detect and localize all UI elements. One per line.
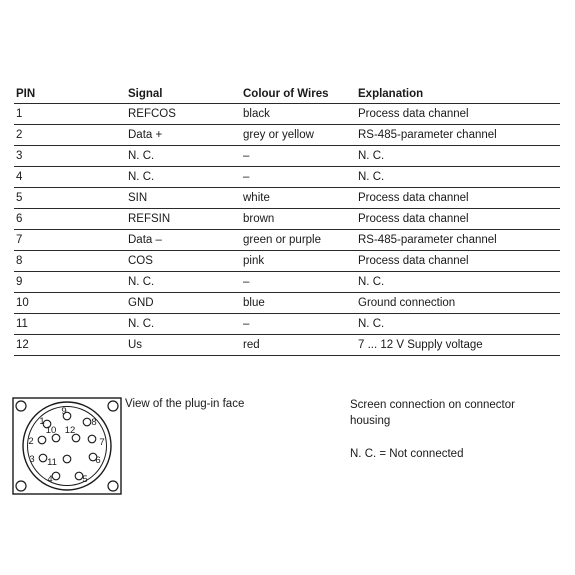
mounting-hole-bottom-right	[108, 481, 118, 491]
cell-colour: white	[239, 188, 354, 209]
cell-explanation: Process data channel	[354, 251, 560, 272]
cell-explanation: N. C.	[354, 272, 560, 293]
cell-explanation: Process data channel	[354, 104, 560, 125]
connector-pin-label-9: 9	[61, 406, 67, 417]
cell-pin: 4	[14, 167, 124, 188]
table-row	[14, 293, 560, 314]
cell-explanation: N. C.	[354, 314, 560, 335]
table-row	[14, 125, 560, 146]
cell-signal: Data +	[124, 125, 239, 146]
pin-layer	[28, 406, 104, 485]
plug-face-caption: View of the plug-in face	[125, 398, 245, 410]
cell-pin: 10	[14, 293, 124, 314]
table-row	[14, 209, 560, 230]
table-row	[14, 251, 560, 272]
plug-face-diagram	[12, 397, 124, 497]
connector-pin-3	[39, 454, 47, 462]
connector-pin-label-12: 12	[64, 425, 76, 436]
cell-colour: red	[239, 335, 354, 356]
cell-signal: SIN	[124, 188, 239, 209]
table-row	[14, 314, 560, 335]
header-pin: PIN	[14, 84, 124, 104]
cell-pin: 6	[14, 209, 124, 230]
nc-legend-caption: N. C. = Not connected	[350, 448, 464, 460]
cell-pin: 7	[14, 230, 124, 251]
cell-pin: 11	[14, 314, 124, 335]
table-row	[14, 188, 560, 209]
cell-colour: –	[239, 314, 354, 335]
connector-pin-label-1: 1	[39, 416, 45, 427]
cell-signal: Us	[124, 335, 239, 356]
connector-pin-label-10: 10	[45, 425, 57, 436]
table-row	[14, 230, 560, 251]
connector-outer-ring	[23, 402, 111, 490]
cell-explanation: Ground connection	[354, 293, 560, 314]
cell-pin: 8	[14, 251, 124, 272]
table-row	[14, 167, 560, 188]
connector-pin-label-5: 5	[82, 474, 88, 485]
cell-pin: 12	[14, 335, 124, 356]
connector-pin-4	[52, 472, 60, 480]
cell-explanation: N. C.	[354, 146, 560, 167]
cell-pin: 5	[14, 188, 124, 209]
cell-colour: –	[239, 167, 354, 188]
cell-signal: GND	[124, 293, 239, 314]
connector-pin-11	[63, 455, 71, 463]
table-body	[14, 104, 560, 356]
connector-pin-label-2: 2	[28, 436, 34, 447]
cell-pin: 3	[14, 146, 124, 167]
cell-explanation: RS-485-parameter channel	[354, 125, 560, 146]
cell-pin: 1	[14, 104, 124, 125]
table-row	[14, 104, 560, 125]
cell-colour: –	[239, 146, 354, 167]
header-colour: Colour of Wires	[239, 84, 354, 104]
connector-pin-label-8: 8	[91, 417, 97, 428]
cell-signal: N. C.	[124, 272, 239, 293]
cell-colour: green or purple	[239, 230, 354, 251]
connector-pin-8	[83, 418, 91, 426]
mounting-hole-top-left	[16, 401, 26, 411]
cell-colour: black	[239, 104, 354, 125]
cell-colour: brown	[239, 209, 354, 230]
connector-pin-label-6: 6	[95, 455, 101, 466]
cell-colour: blue	[239, 293, 354, 314]
table-header-row	[14, 84, 560, 104]
connector-pin-2	[38, 436, 46, 444]
cell-explanation: Process data channel	[354, 188, 560, 209]
connector-pin-label-4: 4	[47, 474, 53, 485]
cell-signal: N. C.	[124, 167, 239, 188]
cell-pin: 2	[14, 125, 124, 146]
cell-signal: N. C.	[124, 314, 239, 335]
connector-pin-7	[88, 435, 96, 443]
header-signal: Signal	[124, 84, 239, 104]
pin-assignment-table	[14, 84, 560, 356]
cell-signal: Data –	[124, 230, 239, 251]
cell-signal: COS	[124, 251, 239, 272]
table-row	[14, 272, 560, 293]
cell-signal: REFSIN	[124, 209, 239, 230]
mounting-hole-top-right	[108, 401, 118, 411]
cell-colour: grey or yellow	[239, 125, 354, 146]
header-explanation: Explanation	[354, 84, 560, 104]
connector-pin-label-7: 7	[99, 437, 105, 448]
cell-signal: REFCOS	[124, 104, 239, 125]
cell-explanation: RS-485-parameter channel	[354, 230, 560, 251]
cell-colour: –	[239, 272, 354, 293]
screen-connection-caption: Screen connection on connector housing	[350, 399, 515, 427]
cell-pin: 9	[14, 272, 124, 293]
cell-explanation: N. C.	[354, 167, 560, 188]
table-row	[14, 335, 560, 356]
cell-explanation: Process data channel	[354, 209, 560, 230]
connector-pin-label-11: 11	[47, 457, 57, 468]
table-row	[14, 146, 560, 167]
cell-explanation: 7 ... 12 V Supply voltage	[354, 335, 560, 356]
cell-signal: N. C.	[124, 146, 239, 167]
cell-colour: pink	[239, 251, 354, 272]
mounting-hole-bottom-left	[16, 481, 26, 491]
connector-pin-label-3: 3	[29, 454, 35, 465]
